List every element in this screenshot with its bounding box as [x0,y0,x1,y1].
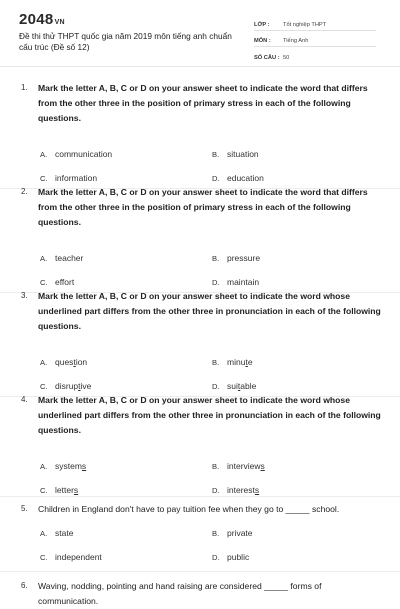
question-number: 5. [21,504,28,513]
option-d[interactable]: D. suitable [212,381,257,391]
option-b[interactable]: B. minute [212,357,253,367]
option-c[interactable]: C. disruptive [40,381,92,391]
question-text: Mark the letter A, B, C or D on your answer sheet to indicate the word whose underlined part differs from the other three in pronunciation in each of the following questions. [38,395,381,435]
exam-header [0,0,400,67]
question-text: Mark the letter A, B, C or D on your answer sheet to indicate the word that differs from the other three in the position of primary stress in each of the following questions. [38,187,368,227]
option-a[interactable]: A. teacher [40,253,84,263]
option-b[interactable]: B. interviews [212,461,265,471]
question-text: Mark the letter A, B, C or D on your answer sheet to indicate the word whose underlined part differs from the other three in pronunciation in each of the following questions. [38,291,381,331]
question-number: 4. [21,395,28,404]
question-number: 1. [21,83,28,92]
option-d[interactable]: D. education [212,173,264,183]
option-a[interactable]: A. question [40,357,88,367]
question-number: 3. [21,291,28,300]
option-d[interactable]: D. interests [212,485,260,495]
divider [0,496,400,497]
option-a[interactable]: A. communication [40,149,113,159]
question-number: 2. [21,187,28,196]
meta-subject: MÔN : Tiếng Anh [254,31,376,48]
option-c[interactable]: C. effort [40,277,75,287]
option-c[interactable]: C. information [40,173,98,183]
option-a[interactable]: A. systems [40,461,87,471]
question-text: Mark the letter A, B, C or D on your answer sheet to indicate the word that differs from the other three in the position of primary stress in each of the following questions. [38,83,368,123]
meta-class: LỚP : Tốt nghiệp THPT [254,14,376,31]
exam-title: Đề thi thử THPT quốc gia năm 2019 môn tiếng anh chuẩn cấu trúc (Đề số 12) [19,31,232,52]
meta-question-count: SỐ CÂU : 50 [254,54,290,61]
divider [0,571,400,572]
option-b[interactable]: B. private [212,528,253,538]
option-b[interactable]: B. pressure [212,253,261,263]
option-b[interactable]: B. situation [212,149,259,159]
site-logo[interactable]: 2048VN [19,11,65,28]
option-d[interactable]: D. maintain [212,277,260,287]
option-c[interactable]: C. independent [40,552,102,562]
option-c[interactable]: C. letters [40,485,79,495]
question-text: Waving, nodding, pointing and hand raising are considered _____ forms of communication. [38,581,322,606]
question-number: 6. [21,581,28,590]
exam-meta [254,14,376,63]
option-d[interactable]: D. public [212,552,250,562]
question-text: Children in England don't have to pay tuition fee when they go to _____ school. [38,504,340,514]
option-a[interactable]: A. state [40,528,74,538]
